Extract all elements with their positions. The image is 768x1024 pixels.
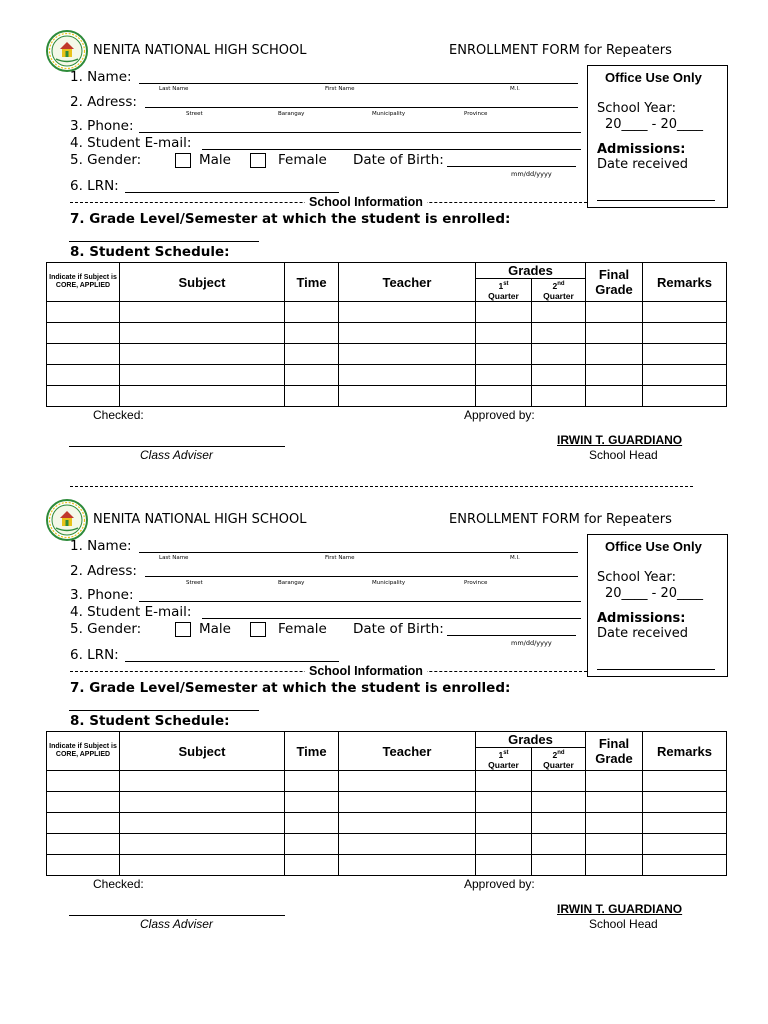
gender-label: 5. Gender: bbox=[70, 621, 142, 637]
q1-sup: st bbox=[503, 281, 509, 288]
school-year-label: School Year: bbox=[597, 101, 676, 116]
grade-level-input-line[interactable] bbox=[69, 710, 259, 711]
table-row bbox=[47, 771, 727, 792]
lrn-input-line[interactable] bbox=[125, 192, 339, 193]
table-cell[interactable] bbox=[586, 323, 643, 344]
table-cell[interactable] bbox=[47, 834, 120, 855]
male-checkbox[interactable] bbox=[175, 153, 191, 168]
col-q2-header bbox=[532, 279, 586, 302]
male-label: Male bbox=[199, 152, 231, 168]
form-title: ENROLLMENT FORM for Repeaters bbox=[449, 512, 672, 527]
table-cell[interactable] bbox=[643, 365, 727, 386]
col-subject-header: Subject bbox=[120, 263, 285, 302]
table-cell[interactable] bbox=[285, 855, 339, 876]
table-cell[interactable] bbox=[47, 344, 120, 365]
table-cell[interactable] bbox=[586, 344, 643, 365]
table-cell[interactable] bbox=[339, 813, 476, 834]
col-grades-header: Grades bbox=[476, 732, 586, 748]
table-cell[interactable] bbox=[476, 834, 532, 855]
phone-label: 3. Phone: bbox=[70, 118, 134, 134]
table-cell[interactable] bbox=[586, 834, 643, 855]
date-received-label: Date received bbox=[597, 157, 688, 172]
table-cell[interactable] bbox=[532, 344, 586, 365]
q2-quarter: Quarter bbox=[543, 759, 574, 770]
table-cell[interactable] bbox=[285, 771, 339, 792]
col-final-grade-header bbox=[586, 732, 643, 771]
schedule-table bbox=[46, 262, 727, 407]
table-row bbox=[47, 834, 727, 855]
schedule-label: 8. Student Schedule: bbox=[70, 713, 230, 729]
table-cell[interactable] bbox=[643, 302, 727, 323]
name-sub-first: First Name bbox=[325, 86, 355, 92]
table-cell[interactable] bbox=[47, 302, 120, 323]
table-cell[interactable] bbox=[120, 302, 285, 323]
table-row bbox=[47, 344, 727, 365]
table-cell[interactable] bbox=[120, 386, 285, 407]
phone-label: 3. Phone: bbox=[70, 587, 134, 603]
table-cell[interactable] bbox=[285, 365, 339, 386]
table-cell[interactable] bbox=[532, 302, 586, 323]
male-checkbox[interactable] bbox=[175, 622, 191, 637]
date-received-line[interactable] bbox=[597, 200, 715, 201]
addr-sub-street: Street bbox=[186, 111, 203, 117]
addr-sub-street: Street bbox=[186, 580, 203, 586]
table-cell[interactable] bbox=[120, 813, 285, 834]
table-cell[interactable] bbox=[476, 344, 532, 365]
form-title: ENROLLMENT FORM for Repeaters bbox=[449, 43, 672, 58]
address-label: 2. Adress: bbox=[70, 94, 137, 110]
table-cell[interactable] bbox=[532, 323, 586, 344]
col-teacher-header: Teacher bbox=[339, 263, 476, 302]
q1-quarter: Quarter bbox=[488, 759, 519, 770]
table-cell[interactable] bbox=[47, 323, 120, 344]
school-year-value[interactable]: 20____ - 20____ bbox=[605, 117, 704, 132]
table-cell[interactable] bbox=[339, 323, 476, 344]
table-cell[interactable] bbox=[532, 386, 586, 407]
q1-sup: st bbox=[503, 750, 509, 757]
table-cell[interactable] bbox=[120, 323, 285, 344]
table-cell[interactable] bbox=[47, 855, 120, 876]
gender-label: 5. Gender: bbox=[70, 152, 142, 168]
table-cell[interactable] bbox=[586, 302, 643, 323]
addr-sub-barangay: Barangay bbox=[278, 580, 305, 586]
q2-sup: nd bbox=[557, 281, 565, 288]
table-cell[interactable] bbox=[285, 834, 339, 855]
email-input-line[interactable] bbox=[202, 618, 581, 619]
table-cell[interactable] bbox=[476, 365, 532, 386]
lrn-label: 6. LRN: bbox=[70, 178, 119, 194]
table-cell[interactable] bbox=[47, 771, 120, 792]
table-cell[interactable] bbox=[285, 323, 339, 344]
col-teacher-header: Teacher bbox=[339, 732, 476, 771]
col-grades-header: Grades bbox=[476, 263, 586, 279]
q1-quarter: Quarter bbox=[488, 290, 519, 301]
table-cell[interactable] bbox=[285, 386, 339, 407]
address-input-line[interactable] bbox=[145, 576, 578, 577]
name-sub-last: Last Name bbox=[159, 86, 189, 92]
table-cell[interactable] bbox=[285, 344, 339, 365]
table-cell[interactable] bbox=[339, 792, 476, 813]
table-cell[interactable] bbox=[120, 792, 285, 813]
approved-label: Approved by: bbox=[464, 408, 535, 422]
addr-sub-municipality: Municipality bbox=[372, 111, 406, 117]
admissions-label: Admissions: bbox=[597, 611, 686, 626]
col-time-header: Time bbox=[285, 263, 339, 302]
table-cell[interactable] bbox=[120, 855, 285, 876]
table-cell[interactable] bbox=[532, 771, 586, 792]
school-year-value[interactable]: 20____ - 20____ bbox=[605, 586, 704, 601]
table-cell[interactable] bbox=[120, 344, 285, 365]
table-row bbox=[47, 365, 727, 386]
name-sub-mi: M.I. bbox=[510, 555, 520, 561]
grade-word: Grade bbox=[595, 751, 633, 766]
table-cell[interactable] bbox=[586, 386, 643, 407]
table-cell[interactable] bbox=[339, 771, 476, 792]
name-input-line[interactable] bbox=[139, 83, 578, 84]
table-cell[interactable] bbox=[532, 834, 586, 855]
table-cell[interactable] bbox=[532, 365, 586, 386]
col-final-grade-header bbox=[586, 263, 643, 302]
q2-sup: nd bbox=[557, 750, 565, 757]
table-cell[interactable] bbox=[643, 771, 727, 792]
table-row bbox=[47, 813, 727, 834]
table-cell[interactable] bbox=[285, 792, 339, 813]
school-year-label: School Year: bbox=[597, 570, 676, 585]
adviser-signature-line[interactable] bbox=[69, 446, 285, 447]
dob-label: Date of Birth: bbox=[353, 152, 444, 168]
table-row bbox=[47, 855, 727, 876]
table-cell[interactable] bbox=[339, 365, 476, 386]
table-cell[interactable] bbox=[586, 855, 643, 876]
table-cell[interactable] bbox=[339, 344, 476, 365]
head-title: School Head bbox=[589, 917, 658, 931]
office-use-box bbox=[587, 534, 728, 677]
male-label: Male bbox=[199, 621, 231, 637]
name-sub-first: First Name bbox=[325, 555, 355, 561]
checked-label: Checked: bbox=[93, 877, 144, 891]
enrollment-form-top bbox=[0, 0, 768, 469]
dob-input-line[interactable] bbox=[447, 635, 576, 636]
table-cell[interactable] bbox=[47, 813, 120, 834]
schedule-table bbox=[46, 731, 727, 876]
table-cell[interactable] bbox=[643, 386, 727, 407]
email-label: 4. Student E-mail: bbox=[70, 135, 192, 151]
name-sub-last: Last Name bbox=[159, 555, 189, 561]
school-logo bbox=[46, 30, 88, 72]
table-cell[interactable] bbox=[120, 771, 285, 792]
table-cell[interactable] bbox=[120, 834, 285, 855]
table-cell[interactable] bbox=[586, 792, 643, 813]
school-name: NENITA NATIONAL HIGH SCHOOL bbox=[93, 512, 307, 527]
school-name: NENITA NATIONAL HIGH SCHOOL bbox=[93, 43, 307, 58]
address-label: 2. Adress: bbox=[70, 563, 137, 579]
table-cell[interactable] bbox=[120, 365, 285, 386]
adviser-title: Class Adviser bbox=[140, 448, 213, 462]
table-cell[interactable] bbox=[476, 855, 532, 876]
name-input-line[interactable] bbox=[139, 552, 578, 553]
addr-sub-municipality: Municipality bbox=[372, 580, 406, 586]
final-word: Final bbox=[598, 267, 630, 282]
admissions-label: Admissions: bbox=[597, 142, 686, 157]
schedule-label: 8. Student Schedule: bbox=[70, 244, 230, 260]
head-name: IRWIN T. GUARDIANO bbox=[557, 433, 683, 447]
grade-level-label: 7. Grade Level/Semester at which the student is enrolled: bbox=[70, 211, 511, 227]
phone-input-line[interactable] bbox=[139, 601, 581, 602]
table-cell[interactable] bbox=[586, 771, 643, 792]
female-label: Female bbox=[278, 152, 327, 168]
table-cell[interactable] bbox=[47, 792, 120, 813]
school-logo bbox=[46, 499, 88, 541]
checked-label: Checked: bbox=[93, 408, 144, 422]
grade-level-input-line[interactable] bbox=[69, 241, 259, 242]
lrn-input-line[interactable] bbox=[125, 661, 339, 662]
q1-num: 1 bbox=[498, 749, 504, 760]
table-cell[interactable] bbox=[47, 386, 120, 407]
name-sub-mi: M.I. bbox=[510, 86, 520, 92]
female-label: Female bbox=[278, 621, 327, 637]
approved-label: Approved by: bbox=[464, 877, 535, 891]
table-row bbox=[47, 302, 727, 323]
col-indicate-header: Indicate if Subject is CORE, APPLIED bbox=[47, 263, 120, 302]
col-q2-header bbox=[532, 748, 586, 771]
phone-input-line[interactable] bbox=[139, 132, 581, 133]
dob-format: mm/dd/yyyy bbox=[511, 639, 552, 647]
table-cell[interactable] bbox=[586, 813, 643, 834]
col-remarks-header: Remarks bbox=[643, 263, 727, 302]
col-remarks-header: Remarks bbox=[643, 732, 727, 771]
table-cell[interactable] bbox=[476, 771, 532, 792]
table-row bbox=[47, 386, 727, 407]
date-received-label: Date received bbox=[597, 626, 688, 641]
table-cell[interactable] bbox=[476, 813, 532, 834]
table-cell[interactable] bbox=[586, 365, 643, 386]
adviser-signature-line[interactable] bbox=[69, 915, 285, 916]
grade-word: Grade bbox=[595, 282, 633, 297]
table-cell[interactable] bbox=[476, 302, 532, 323]
table-cell[interactable] bbox=[285, 302, 339, 323]
table-cell[interactable] bbox=[643, 344, 727, 365]
office-title: Office Use Only bbox=[605, 539, 702, 554]
table-row bbox=[47, 792, 727, 813]
name-label: 1. Name: bbox=[70, 69, 132, 85]
table-cell[interactable] bbox=[476, 792, 532, 813]
table-cell[interactable] bbox=[285, 813, 339, 834]
email-input-line[interactable] bbox=[202, 149, 581, 150]
table-cell[interactable] bbox=[476, 386, 532, 407]
enrollment-form-bottom bbox=[0, 469, 768, 938]
addr-sub-province: Province bbox=[464, 580, 488, 586]
grade-level-label: 7. Grade Level/Semester at which the student is enrolled: bbox=[70, 680, 511, 696]
table-row bbox=[47, 323, 727, 344]
office-title: Office Use Only bbox=[605, 70, 702, 85]
school-info-label: School Information bbox=[305, 195, 427, 209]
dob-label: Date of Birth: bbox=[353, 621, 444, 637]
table-cell[interactable] bbox=[339, 834, 476, 855]
table-cell[interactable] bbox=[643, 855, 727, 876]
col-q1-header bbox=[476, 748, 532, 771]
col-subject-header: Subject bbox=[120, 732, 285, 771]
address-input-line[interactable] bbox=[145, 107, 578, 108]
dob-input-line[interactable] bbox=[447, 166, 576, 167]
col-indicate-header: Indicate if Subject is CORE, APPLIED bbox=[47, 732, 120, 771]
female-checkbox[interactable] bbox=[250, 153, 266, 168]
table-cell[interactable] bbox=[643, 323, 727, 344]
lrn-label: 6. LRN: bbox=[70, 647, 119, 663]
name-label: 1. Name: bbox=[70, 538, 132, 554]
table-cell[interactable] bbox=[532, 855, 586, 876]
office-use-box bbox=[587, 65, 728, 208]
final-word: Final bbox=[598, 736, 630, 751]
q2-num: 2 bbox=[552, 749, 558, 760]
table-cell[interactable] bbox=[643, 834, 727, 855]
col-time-header: Time bbox=[285, 732, 339, 771]
school-info-label: School Information bbox=[305, 664, 427, 678]
addr-sub-barangay: Barangay bbox=[278, 111, 305, 117]
q2-num: 2 bbox=[552, 280, 558, 291]
table-cell[interactable] bbox=[532, 813, 586, 834]
table-cell[interactable] bbox=[532, 792, 586, 813]
table-cell[interactable] bbox=[643, 813, 727, 834]
table-cell[interactable] bbox=[339, 302, 476, 323]
dob-format: mm/dd/yyyy bbox=[511, 170, 552, 178]
col-q1-header bbox=[476, 279, 532, 302]
table-cell[interactable] bbox=[476, 323, 532, 344]
female-checkbox[interactable] bbox=[250, 622, 266, 637]
email-label: 4. Student E-mail: bbox=[70, 604, 192, 620]
q2-quarter: Quarter bbox=[543, 290, 574, 301]
adviser-title: Class Adviser bbox=[140, 917, 213, 931]
table-cell[interactable] bbox=[643, 792, 727, 813]
addr-sub-province: Province bbox=[464, 111, 488, 117]
table-cell[interactable] bbox=[339, 855, 476, 876]
q1-num: 1 bbox=[498, 280, 504, 291]
head-name: IRWIN T. GUARDIANO bbox=[557, 902, 683, 916]
table-cell[interactable] bbox=[47, 365, 120, 386]
head-title: School Head bbox=[589, 448, 658, 462]
date-received-line[interactable] bbox=[597, 669, 715, 670]
table-cell[interactable] bbox=[339, 386, 476, 407]
